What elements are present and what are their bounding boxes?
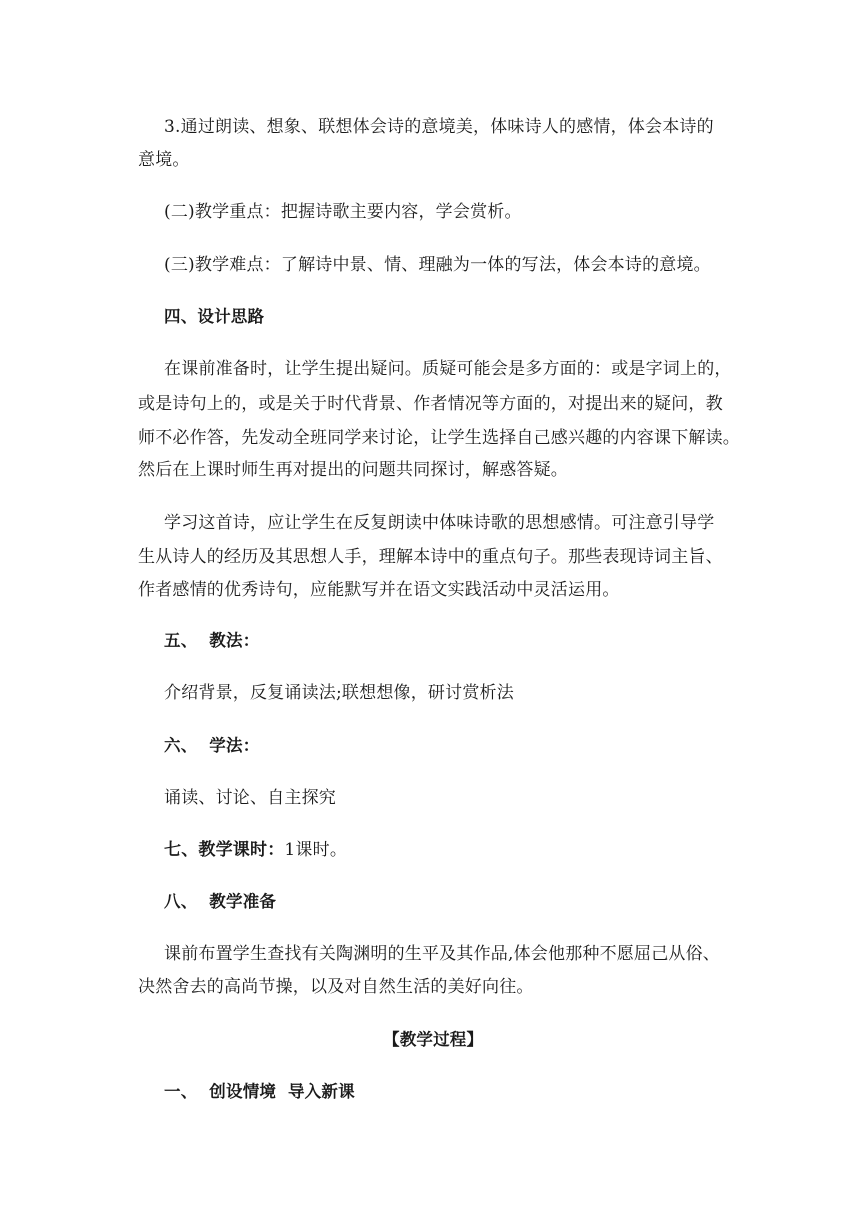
- class-hours-value: 1课时。: [284, 840, 348, 860]
- learning-method-text: 诵读、讨论、自主探究: [164, 788, 336, 808]
- learning-method-heading: 六、 学法：: [164, 736, 260, 755]
- design-para1-line-1: 在课前准备时，让学生提出疑问。质疑可能会是多方面的：或是字词上的，: [164, 359, 732, 379]
- teaching-method-text: 介绍背景，反复诵读法;联想想像，研讨赏析法: [164, 683, 514, 703]
- teaching-method-heading: 五、 教法：: [164, 631, 260, 650]
- key-point: (二)教学重点：把握诗歌主要内容，学会赏析。: [164, 202, 522, 222]
- process-heading: 【教学过程】: [383, 1030, 484, 1049]
- objective-3-line-1: 3.通过朗读、想象、联想体会诗的意境美，体味诗人的感情，体会本诗的: [164, 117, 714, 137]
- design-para2-line-3: 作者感情的优秀诗句，应能默写并在语文实践活动中灵活运用。: [138, 580, 620, 600]
- difficulty-point: (三)教学难点：了解诗中景、情、理融为一体的写法，体会本诗的意境。: [164, 255, 711, 275]
- design-para1-line-3: 师不必作答，先发动全班同学来讨论，让学生选择自己感兴趣的内容课下解读。: [138, 428, 740, 448]
- preparation-line-1: 课前布置学生查找有关陶渊明的生平及其作品,体会他那种不愿屈己从俗、: [164, 944, 721, 964]
- design-para1-line-2: 或是诗句上的，或是关于时代背景、作者情况等方面的，对提出来的疑问，教: [138, 394, 723, 414]
- class-hours: [164, 839, 347, 861]
- design-para1-line-4: 然后在上课时师生再对提出的问题共同探讨，解惑答疑。: [138, 460, 568, 480]
- preparation-heading: 八、 教学准备: [164, 892, 277, 911]
- design-para2-line-2: 生从诗人的经历及其思想人手，理解本诗中的重点句子。那些表现诗词主旨、: [138, 547, 723, 567]
- design-heading: 四、设计思路: [164, 307, 265, 326]
- class-hours-label: 七、教学课时：: [164, 840, 285, 860]
- preparation-line-2: 决然舍去的高尚节操，以及对自然生活的美好向往。: [138, 977, 534, 997]
- objective-3-line-2: 意境。: [138, 150, 190, 170]
- process-step-1: 一、 创设情境 导入新课: [164, 1082, 355, 1101]
- design-para2-line-1: 学习这首诗，应让学生在反复朗读中体味诗歌的思想感情。可注意引导学: [164, 513, 715, 533]
